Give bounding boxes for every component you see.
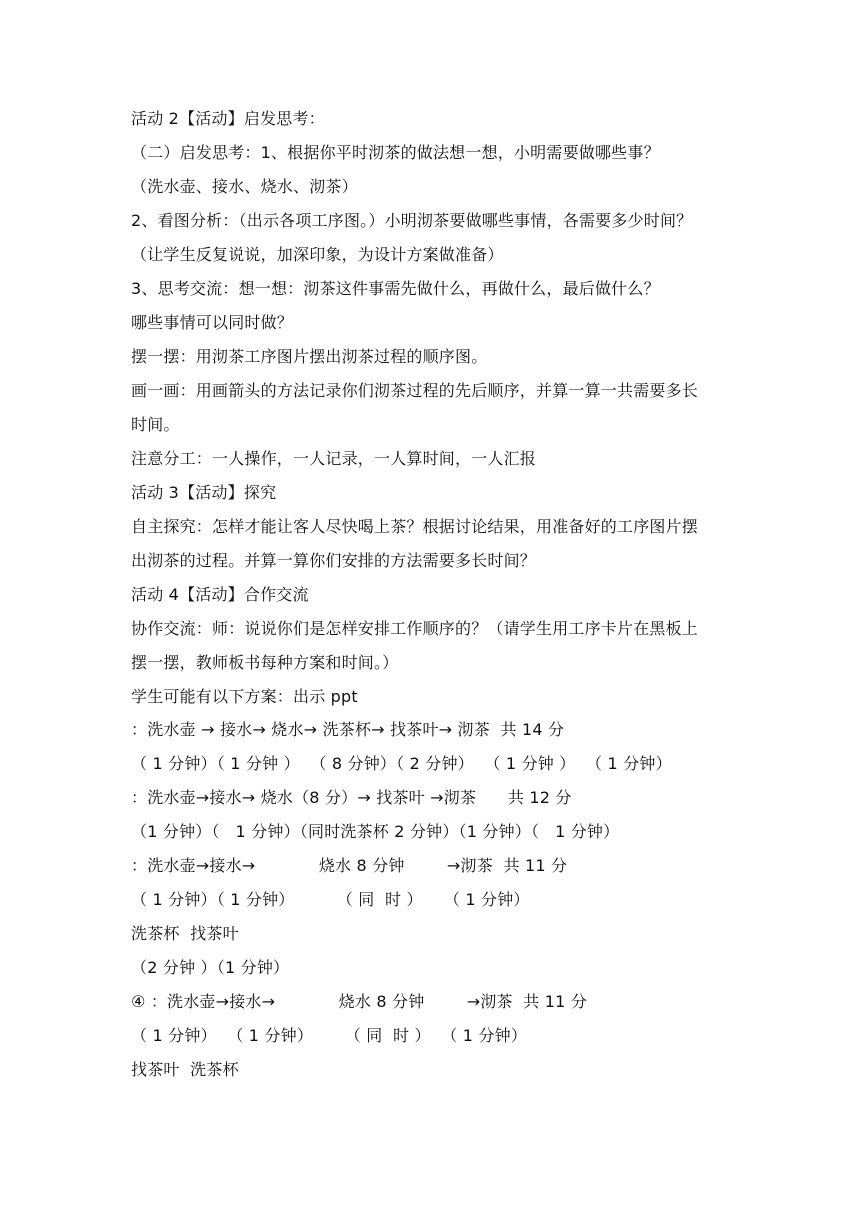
text-line: 注意分工：一人操作，一人记录，一人算时间，一人汇报 — [131, 449, 537, 468]
text-line: 活动 3【活动】探究 — [131, 483, 277, 502]
text-line: 2、看图分析：（出示各项工序图。）小明沏茶要做哪些事情，各需要多少时间？ — [131, 211, 693, 230]
plan-3-times: （ 1 分钟）（ 1 分钟） （ 同 时 ） （ 1 分钟） — [131, 890, 530, 909]
plan-4-parallel-tasks: 找茶叶 洗茶杯 — [131, 1060, 239, 1079]
text-line: 摆一摆：用沏茶工序图片摆出沏茶过程的顺序图。 — [131, 347, 488, 366]
plan-2-steps: ：洗水壶→接水→ 烧水（8 分）→ 找茶叶 →沏茶 共 12 分 — [131, 788, 572, 807]
plan-3-parallel-times: （2 分钟 ）（1 分钟） — [131, 958, 290, 977]
text-line: 学生可能有以下方案：出示 ppt — [131, 687, 358, 706]
text-line: 活动 4【活动】合作交流 — [131, 585, 309, 604]
text-line: （洗水壶、接水、烧水、沏茶） — [131, 177, 358, 196]
plan-2-times: （1 分钟）（ 1 分钟）（同时洗茶杯 2 分钟）（1 分钟）（ 1 分钟） — [131, 822, 620, 841]
plan-1-times: （ 1 分钟）（ 1 分钟 ） （ 8 分钟）（ 2 分钟） （ 1 分钟 ） （ 1 分钟） — [131, 754, 672, 773]
text-line: 自主探究：怎样才能让客人尽快喝上茶？根据讨论结果，用准备好的工序图片摆 — [131, 517, 699, 536]
plan-3-parallel-tasks: 洗茶杯 找茶叶 — [131, 924, 239, 943]
plan-4-times: （ 1 分钟） （ 1 分钟） （ 同 时 ） （ 1 分钟） — [131, 1026, 528, 1045]
text-line: （让学生反复说说，加深印象，为设计方案做准备） — [131, 245, 504, 264]
text-line: 协作交流：师：说说你们是怎样安排工作顺序的？（请学生用工序卡片在黑板上 — [131, 619, 699, 638]
text-line: 哪些事情可以同时做？ — [131, 313, 294, 332]
text-line: 画一画：用画箭头的方法记录你们沏茶过程的先后顺序，并算一算一共需要多长 — [131, 381, 699, 400]
text-line: 3、思考交流：想一想：沏茶这件事需先做什么，再做什么，最后做什么？ — [131, 279, 660, 298]
text-line: 活动 2【活动】启发思考： — [131, 109, 325, 128]
text-line: 摆一摆，教师板书每种方案和时间。） — [131, 653, 399, 672]
text-line: 出沏茶的过程。并算一算你们安排的方法需要多长时间？ — [131, 551, 537, 570]
plan-4-steps: ④ ：洗水壶→接水→ 烧水 8 分钟 →沏茶 共 11 分 — [131, 992, 588, 1011]
plan-1-steps: ：洗水壶 → 接水→ 烧水→ 洗茶杯→ 找茶叶→ 沏茶 共 14 分 — [131, 720, 565, 739]
plan-3-steps: ：洗水壶→接水→ 烧水 8 分钟 →沏茶 共 11 分 — [131, 856, 568, 875]
text-line: 时间。 — [131, 415, 180, 434]
text-line: （二）启发思考：1、根据你平时沏茶的做法想一想，小明需要做哪些事？ — [131, 143, 660, 162]
